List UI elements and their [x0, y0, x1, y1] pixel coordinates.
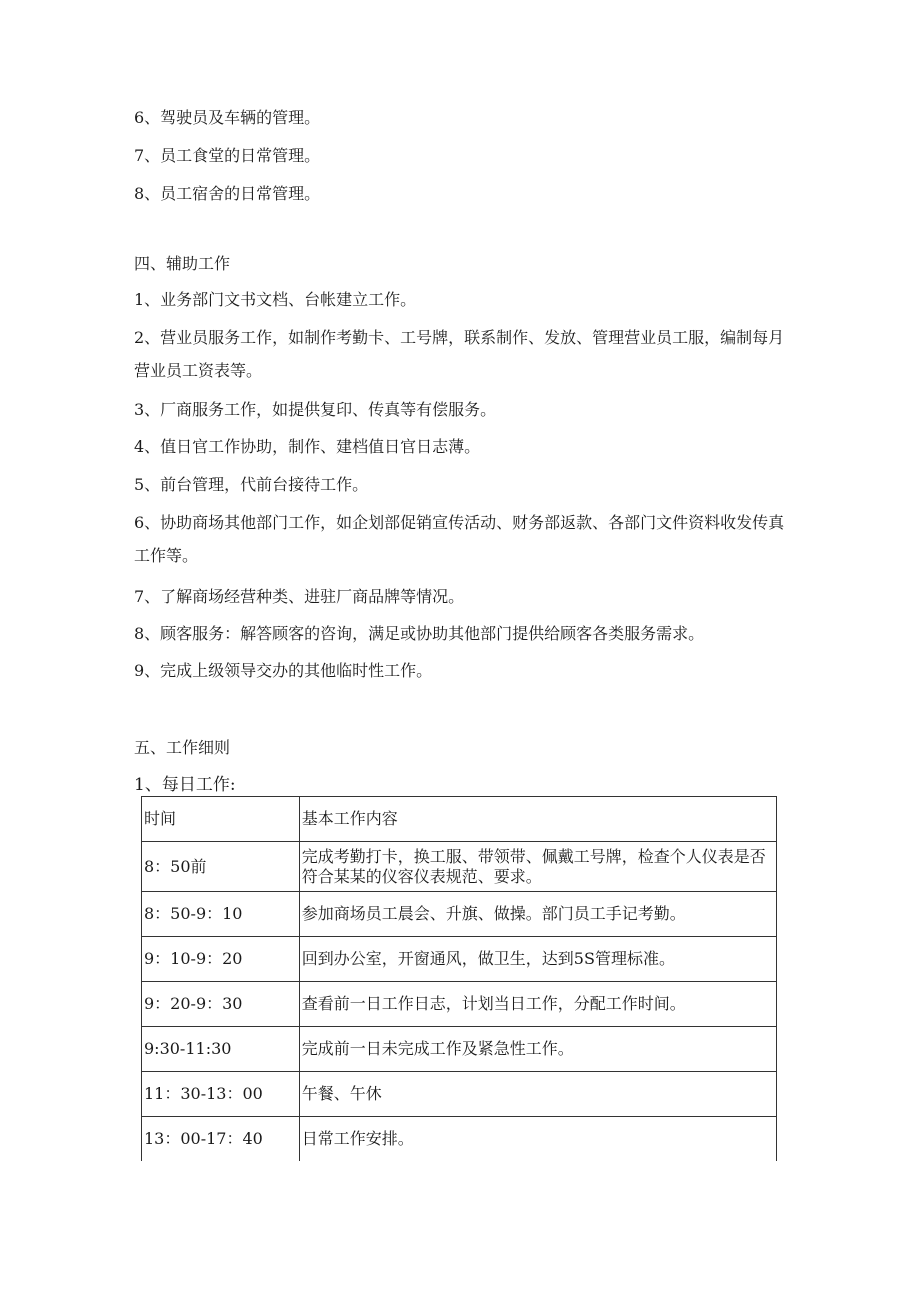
list-item: 7、员工食堂的日常管理。: [134, 146, 321, 165]
table-row: [142, 982, 777, 1027]
time-cell: 8：50前: [142, 842, 300, 892]
list-item: 3、厂商服务工作，如提供复印、传真等有偿服务。: [134, 400, 497, 419]
table-row: [142, 1072, 777, 1117]
time-cell: 11：30-13：00: [142, 1072, 300, 1117]
list-item: 6、协助商场其他部门工作，如企划部促销宣传活动、财务部返款、各部门文件资料收发传真工作等。: [134, 513, 785, 565]
time-cell: 9:30-11:30: [142, 1027, 300, 1072]
time-cell: 8：50-9：10: [142, 892, 300, 937]
time-cell: 9：10-9：20: [142, 937, 300, 982]
list-item: 6、驾驶员及车辆的管理。: [134, 108, 321, 127]
column-header-content: 基本工作内容: [299, 797, 776, 842]
table-row: [142, 937, 777, 982]
list-item: 8、顾客服务：解答顾客的咨询，满足或协助其他部门提供给顾客各类服务需求。: [134, 624, 705, 643]
content-cell: 日常工作安排。: [299, 1117, 776, 1162]
content-cell: 完成考勤打卡，换工服、带领带、佩戴工号牌，检查个人仪表是否符合某某的仪容仪表规范、要求。: [299, 842, 776, 892]
time-cell: 9：20-9：30: [142, 982, 300, 1027]
table-row: [142, 892, 777, 937]
section-heading: 四、辅助工作: [134, 254, 231, 273]
time-cell: 13：00-17：40: [142, 1117, 300, 1162]
section-heading: 五、工作细则: [134, 738, 231, 757]
list-item: 7、了解商场经营种类、进驻厂商品牌等情况。: [134, 587, 465, 606]
content-cell: 完成前一日未完成工作及紧急性工作。: [299, 1027, 776, 1072]
table-row: [142, 1027, 777, 1072]
list-item: 4、值日官工作协助，制作、建档值日官日志薄。: [134, 437, 481, 456]
content-cell: 午餐、午休: [299, 1072, 776, 1117]
list-item: 5、前台管理，代前台接待工作。: [134, 475, 369, 494]
list-item: 9、完成上级领导交办的其他临时性工作。: [134, 661, 433, 680]
table-row: [142, 1117, 777, 1162]
content-cell: 参加商场员工晨会、升旗、做操。部门员工手记考勤。: [299, 892, 776, 937]
daily-schedule-table: [141, 796, 777, 1161]
list-item: 1、业务部门文书文档、台帐建立工作。: [134, 290, 417, 309]
content-cell: 回到办公室，开窗通风，做卫生，达到5S管理标准。: [299, 937, 776, 982]
list-item: 2、营业员服务工作，如制作考勤卡、工号牌，联系制作、发放、管理营业员工服，编制每月营业员工资表等。: [134, 328, 785, 380]
column-header-time: 时间: [142, 797, 300, 842]
content-cell: 查看前一日工作日志，计划当日工作，分配工作时间。: [299, 982, 776, 1027]
list-item: 8、员工宿舍的日常管理。: [134, 184, 321, 203]
table-row: [142, 842, 777, 892]
table-header-row: [142, 797, 777, 842]
sub-heading: 1、每日工作:: [134, 775, 236, 795]
